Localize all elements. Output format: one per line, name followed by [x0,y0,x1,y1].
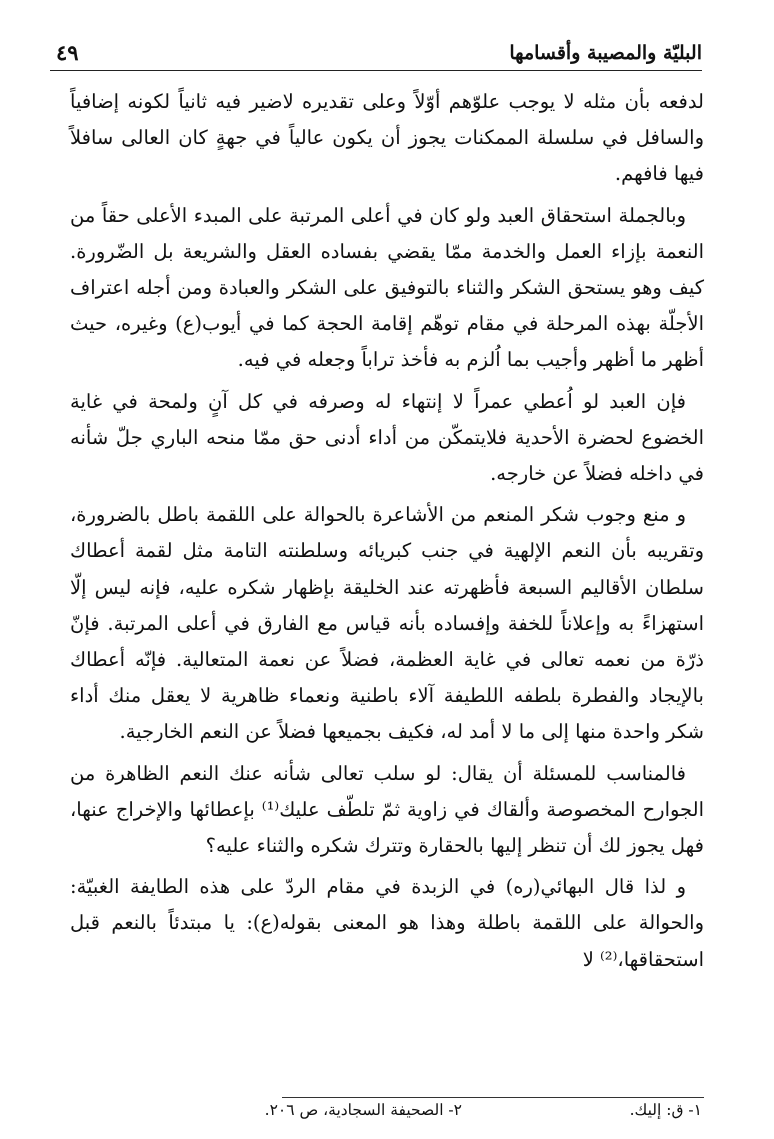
paragraph-2: وبالجملة استحقاق العبد ولو كان في أعلى المرتبة على المبدء الأعلى حقاً من النعمة بإزاء العمل والخدمة ممّا يقضي بفساده العقل والشريعة بل الضّرورة. كيف وهو يستحق الشكر والثناء بالتوفيق على الشكر والعبادة ومن أجله اعتراف الأجلّة بهذه المرحلة في مقام توهّم إقامة الحجة كما في أيوب(ع) وغيره، حيث أظهر ما أظهر وأجيب بما اُلزم به فأخذ تراباً وجعله في فيه. [70,203,704,372]
running-header [50,36,702,70]
running-title: البليّة والمصيبة وأقسامها [509,42,702,64]
paragraph-4: و منع وجوب شكر المنعم من الأشاعرة بالحوالة على اللقمة باطل بالضرورة، وتقريبه بأن النعم الإلهية في جنب كبريائه وسلطنته التامة مثل لقمة أعطاك سلطان الأقاليم السبعة فأظهرته عند الخليقة بإظهار شكره عليه، فإنه ليس إلّا استهزاءً به وإعلاناً للخفة وإفساده بأنه قياس مع الفارق في أعلى المرتبة. فإنّ ذرّة من نعمه تعالى في غاية العظمة، فضلاً عن نعمة المتعالية. فإنّه أعطاك بالإيجاد والفطرة بلطفه اللطيفة آلاء باطنية ونعماء ظاهرية لا يعقل منك أداء شكر واحدة منها إلى ما لا أمد له، فكيف بجميعها فضلاً عن النعم الخارجية. [70,503,704,744]
page-number: ٤٩ [56,40,79,65]
footnotes [100,1101,702,1129]
footnote-1: ١- ق: إليك. [629,1101,702,1119]
footnote-rule [282,1097,704,1098]
body-text [70,84,704,983]
paragraph-5: فالمناسب للمسئلة أن يقال: لو سلب تعالى شأنه عنك النعم الظاهرة من الجوارح المخصوصة وألقاك في زاوية ثمّ تلطّف عليك⁽¹⁾ بإعطائها والإخراج عنها، فهل يجوز لك أن تنظر إليها بالحقارة وتترك شكره والثناء عليه؟ [70,761,705,858]
footnote-2: ٢- الصحيفة السجادية، ص ٢٠٦. [264,1101,462,1119]
paragraph-1: لدفعه بأن مثله لا يوجب علوّهم أوّلاً وعلى تقديره لاضير فيه ثانياً لكونه إضافياً والسافل في سلسلة الممكنات يجوز أن يكون عالياً في جهةٍ كان العالى سافلاً فيها فافهم. [70,90,704,186]
paragraph-6: و لذا قال البهائي(ره) في الزبدة في مقام الردّ على هذه الطايفة الغبيّة: والحوالة على اللقمة باطلة وهذا هو المعنى بقوله(ع): يا مبتدئاً بالنعم قبل استحقاقها،⁽²⁾ لا [70,875,704,971]
header-rule [50,70,702,71]
paragraph-3: فإن العبد لو اُعطي عمراً لا إنتهاء له وصرفه في كل آنٍ ولمحة في غاية الخضوع لحضرة الأحدية فلايتمكّن من أداء أدنى حق ممّا منحه الباري جلّ شأنه في داخله فضلاً عن خارجه. [70,389,704,486]
